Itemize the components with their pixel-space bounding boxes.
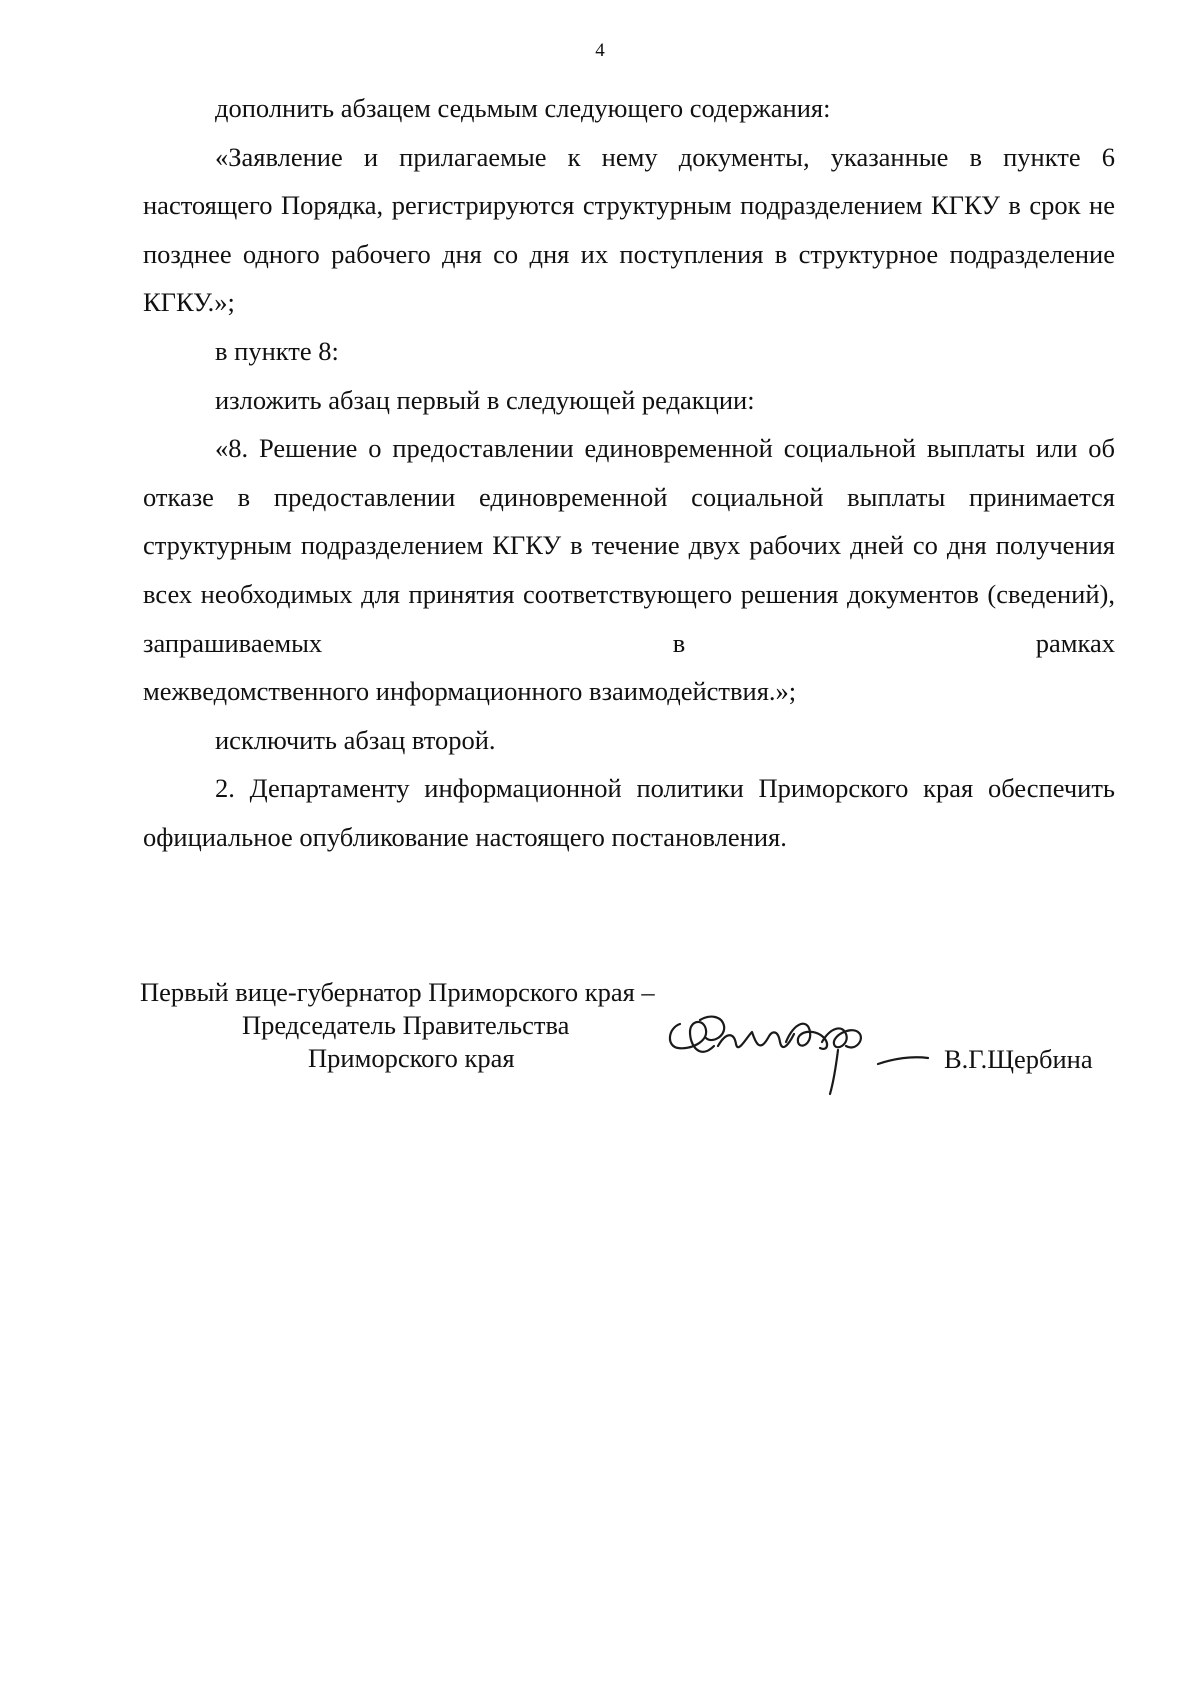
signatory-position — [140, 976, 720, 1075]
paragraph-quoted-decision: «8. Решение о предоставлении единовременной социальной выплаты или об отказе в предоставлении единовременной социальной выплаты принимается структурным подразделением КГКУ в течение двух рабочих дней со дня получения всех необходимых для принятия соответствующего решения документов (сведений), запрашиваемых в рамках — [143, 433, 1115, 658]
handwritten-signature — [660, 1002, 930, 1112]
signatory-position-line: Первый вице-губернатор Приморского края – — [140, 977, 655, 1007]
document-body — [143, 84, 1115, 862]
paragraph-point-8-intro: в пункте 8: — [215, 335, 339, 366]
paragraph-restate-first: изложить абзац первый в следующей редакции: — [215, 384, 755, 415]
paragraph-quoted-decision-end: межведомственного информационного взаимодействия.»; — [143, 676, 797, 707]
signatory-name: В.Г.Щербина — [944, 1044, 1093, 1074]
paragraph-exclude-second: исключить абзац второй. — [215, 724, 496, 755]
paragraph-quoted-registration: «Заявление и прилагаемые к нему документы, указанные в пункте 6 настоящего Порядка, регистрируются структурным подразделением КГКУ в срок не позднее одного рабочего дня со дня их поступления в структурное подразделение КГКУ.»; — [143, 141, 1115, 318]
paragraph-item-2-publication: 2. Департаменту информационной политики Приморского края обеспечить официальное опубликование настоящего постановления. — [143, 773, 1115, 852]
signatory-position-line: Приморского края — [308, 1043, 515, 1073]
page-number: 4 — [595, 40, 605, 61]
signatory-position-line: Председатель Правительства — [242, 1010, 570, 1040]
paragraph-supplement-intro: дополнить абзацем седьмым следующего содержания: — [215, 93, 831, 123]
